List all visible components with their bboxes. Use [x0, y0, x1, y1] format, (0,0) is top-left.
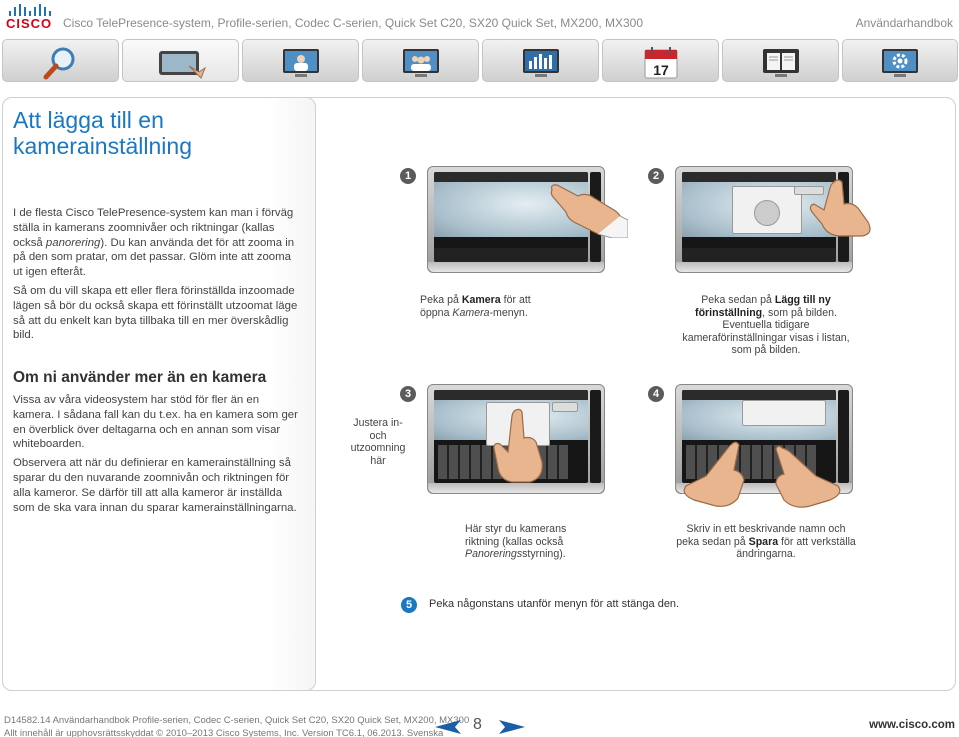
nav-tab-touch-panel[interactable]	[122, 39, 239, 82]
footer-line-1: D14582.14 Användarhandbok Profile-serien, Codec C-serien, Quick Set C20, SX20 Quick Set, MX200, MX300	[4, 715, 470, 726]
cisco-logo-bars	[6, 4, 58, 16]
calendar-icon	[639, 46, 683, 82]
step-number-5: 5	[401, 597, 417, 613]
presentation-monitor-icon	[519, 46, 563, 80]
intro-paragraph-2: Så om du vill skapa ett eller flera förinställda inzoomade lägen så bör du också skapa ett förinställt utzoomat läge så att du enkelt kan byta tillbaka till en mer överskådlig bild.	[13, 284, 298, 342]
footer-info	[4, 714, 469, 737]
section-text	[13, 393, 303, 519]
page-number: 8	[473, 716, 482, 733]
website-link[interactable]: www.cisco.com	[869, 719, 955, 731]
nav-tab-contacts[interactable]	[242, 39, 359, 82]
step-4-caption: Skriv in ett beskrivande namn och peka sedan på Spara för att verkställa ändringarna.	[676, 523, 856, 561]
nav-tab-manual[interactable]	[722, 39, 839, 82]
nav-tab-settings[interactable]	[842, 39, 958, 82]
cisco-logo	[6, 4, 58, 30]
page-title: Att lägga till en kamerainställning	[13, 107, 192, 159]
cisco-logo-word: CISCO	[6, 16, 53, 31]
intro-text	[13, 206, 303, 347]
nav-tab-calendar[interactable]	[602, 39, 719, 82]
section-paragraph-1: Vissa av våra videosystem har stöd för fler än en kamera. I sådana fall kan du t.ex. ha en kamera som ger en överblick över deltagarna och en annan som visar whiteboarden.	[13, 394, 298, 451]
step-number-4: 4	[648, 386, 664, 402]
typing-hand-right-icon	[768, 444, 848, 510]
nav-tab-presentation[interactable]	[482, 39, 599, 82]
step-1-caption: Peka på Kamera för att öppna Kamera-menyn.	[420, 294, 531, 319]
step-number-3: 3	[400, 386, 416, 402]
calendar-day: 17	[652, 62, 669, 78]
nav-tab-search[interactable]	[2, 39, 119, 82]
gear-monitor-icon	[878, 46, 922, 80]
touch-device-icon	[153, 46, 209, 80]
previous-page-arrow-icon[interactable]	[435, 720, 461, 734]
magnifier-icon	[41, 46, 81, 80]
page-navigation	[435, 716, 527, 737]
person-monitor-icon	[279, 46, 323, 80]
page-header	[0, 0, 959, 38]
step-3-caption: Här styr du kamerans riktning (kallas också Panoreringsstyrning).	[465, 523, 567, 561]
typing-hand-left-icon	[676, 440, 756, 510]
pointing-hand-icon	[790, 178, 880, 238]
chapter-navigation	[2, 39, 958, 83]
step-5-caption: Peka någonstans utanför menyn för att stänga den.	[429, 598, 680, 610]
pointing-hand-icon	[548, 180, 628, 238]
next-page-arrow-icon[interactable]	[499, 720, 525, 734]
document-title: Cisco TelePresence-system, Profile-serien, Codec C-serien, Quick Set C20, SX20 Quick Set, MX200, MX300	[63, 16, 644, 30]
step-number-2: 2	[648, 168, 664, 184]
intro-paragraph-1: I de flesta Cisco TelePresence-system kan man i förväg ställa in kamerans zoomnivåer och riktningar (kallas också panorering). Du kan använda det för att zooma in på den som pratar, om det passar. Glöm inte att zooma ut igen efteråt.	[13, 207, 295, 279]
book-icon	[759, 46, 803, 80]
footer-line-2: Allt innehåll är upphovsrättsskyddat © 2010–2013 Cisco Systems, Inc. Version TC6.1, 06.2013. Svenska	[4, 728, 444, 737]
step-2-caption: Peka sedan på Lägg till ny förinställning, som på bilden. Eventuella tidigare kameraförinställningar visas i listan, som på bilden.	[682, 294, 850, 357]
group-monitor-icon	[399, 46, 443, 80]
step-number-1: 1	[400, 168, 416, 184]
document-type: Användarhandbok	[855, 16, 953, 30]
section-heading: Om ni använder mer än en kamera	[13, 369, 267, 386]
zoom-adjust-label: Justera in- och utzoomning här	[350, 417, 406, 467]
section-paragraph-2: Observera att när du definierar en kamerainställning så sparar du den nuvarande zoomnivån och riktningen för alla kameror. Se därför till att alla kameror är inställda som de ska vara innan du sparar kamerainställningarna.	[13, 457, 297, 514]
pointing-hand-icon	[488, 408, 548, 486]
nav-tab-meeting[interactable]	[362, 39, 479, 82]
